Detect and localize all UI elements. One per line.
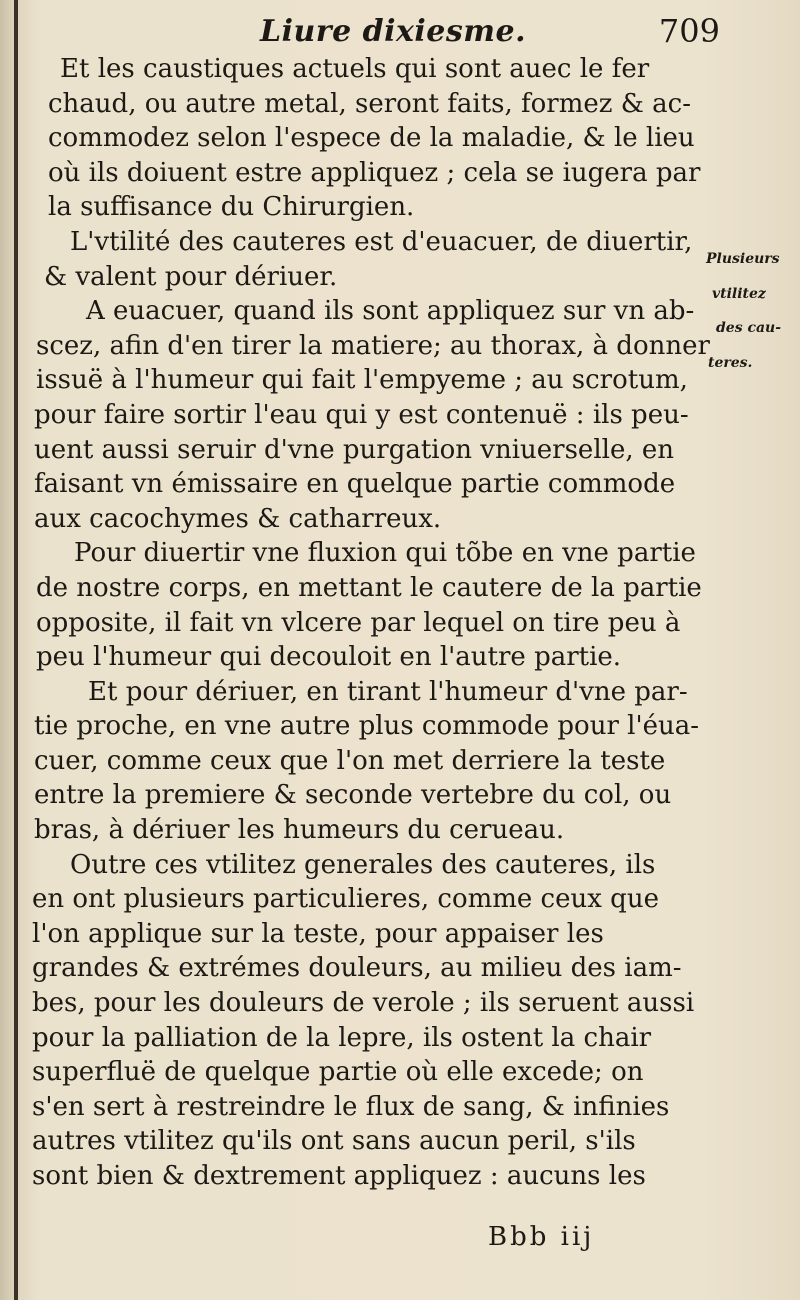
text-line: la suffisance du Chirurgien. [48, 192, 415, 223]
text-line: uent aussi seruir d'vne purgation vniuerselle, en [34, 434, 674, 465]
margin-note-line: Plusieurs [706, 251, 780, 267]
margin-note-line: des cau- [716, 320, 782, 337]
running-title: Liure dixiesme. [260, 14, 527, 49]
text-line: s'en sert à restreindre le flux de sang, & infinies [32, 1091, 670, 1122]
text-line: bras, à dériuer les humeurs du cerueau. [34, 815, 565, 846]
text-line: grandes & extrémes douleurs, au milieu des iam- [32, 953, 682, 984]
text-line: où ils doiuent estre appliquez ; cela se iugera par [48, 157, 701, 188]
text-line: de nostre corps, en mettant le cautere de la partie [36, 572, 702, 603]
signature-mark: Bbb iij [488, 1222, 595, 1252]
text-line: Et les caustiques actuels qui sont auec le fer [60, 54, 650, 84]
text-line: Et pour dériuer, en tirant l'humeur d'vne par- [88, 676, 688, 707]
text-line: peu l'humeur qui decouloit en l'autre partie. [36, 642, 622, 673]
text-line: en ont plusieurs particulieres, comme ceux que [32, 884, 659, 915]
text-line: faisant vn émissaire en quelque partie commode [34, 469, 676, 500]
text-line: opposite, il fait vn vlcere par lequel on tire peu à [36, 607, 681, 638]
page-number: 709 [658, 12, 720, 50]
text-line: pour faire sortir l'eau qui y est contenuë : ils peu- [34, 399, 689, 430]
text-line: bes, pour les douleurs de verole ; ils seruent aussi [32, 988, 695, 1019]
text-line: L'vtilité des cauteres est d'euacuer, de diuertir, [70, 226, 693, 257]
binding-gutter [14, 0, 18, 1300]
text-line: sont bien & dextrement appliquez : aucuns les [32, 1161, 646, 1191]
page-header [60, 14, 720, 54]
text-line: entre la premiere & seconde vertebre du col, ou [34, 780, 672, 811]
text-line: cuer, comme ceux que l'on met derriere la teste [34, 745, 666, 776]
text-line: superfluë de quelque partie où elle excede; on [32, 1057, 644, 1088]
text-line: scez, afin d'en tirer la matiere; au thorax, à donner [36, 330, 710, 361]
text-line: pour la palliation de la lepre, ils ostent la chair [32, 1022, 652, 1053]
text-line: autres vtilitez qu'ils ont sans aucun peril, s'ils [32, 1126, 636, 1157]
text-line: tie proche, en vne autre plus commode pour l'éua- [34, 711, 700, 742]
text-line: chaud, ou autre metal, seront faits, formez & ac- [48, 88, 691, 119]
text-line: issuë à l'humeur qui fait l'empyeme ; au scrotum, [36, 365, 688, 396]
text-line: Pour diuertir vne fluxion qui tõbe en vne partie [74, 538, 696, 569]
margin-note-line: teres. [708, 354, 753, 371]
margin-note-line: vtilitez [712, 285, 766, 302]
text-line: A euacuer, quand ils sont appliquez sur vn ab- [86, 296, 695, 327]
margin-note [706, 242, 798, 380]
text-line: l'on applique sur la teste, pour appaiser les [32, 918, 604, 949]
text-line: commodez selon l'espece de la maladie, & le lieu [48, 123, 695, 154]
text-line: & valent pour dériuer. [44, 261, 338, 292]
body-text [30, 52, 720, 1194]
text-line: aux cacochymes & catharreux. [34, 503, 442, 534]
text-line: Outre ces vtilitez generales des cauteres, ils [70, 849, 656, 880]
